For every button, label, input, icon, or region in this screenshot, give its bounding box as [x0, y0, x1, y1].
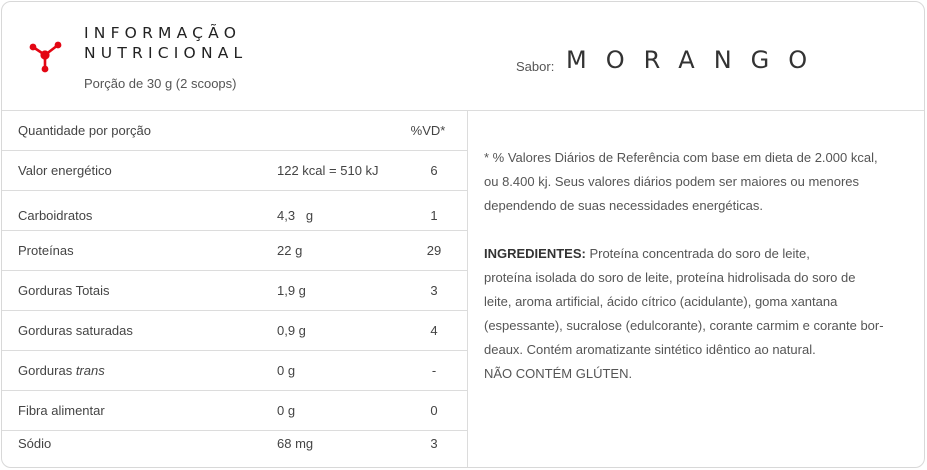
serving-size: Porção de 30 g (2 scoops): [84, 76, 237, 91]
row-name: Sódio: [18, 436, 52, 451]
title-line-1: INFORMAÇÃO: [84, 24, 242, 42]
title-line-2: NUTRICIONAL: [84, 44, 248, 62]
footnote-line: dependendo de suas necessidades energéticas.: [484, 198, 763, 213]
row-dv: 0: [430, 403, 438, 418]
footnote-line: ou 8.400 kj. Seus valores diários podem ser maiores ou menores: [484, 174, 860, 189]
row-dv: 3: [430, 436, 438, 451]
table-header-row: [2, 110, 467, 151]
row-name: Fibra alimentar: [18, 403, 105, 418]
row-name: Carboidratos: [18, 208, 93, 223]
row-dv: 1: [430, 208, 438, 223]
table-row: [2, 270, 467, 311]
footnote-line: * % Valores Diários de Referência com base em dieta de 2.000 kcal,: [484, 150, 878, 165]
row-dv: -: [431, 363, 437, 378]
ingredients-label: INGREDIENTES:: [484, 246, 586, 261]
row-name: Proteínas: [18, 243, 74, 258]
nutrition-table: [2, 110, 468, 468]
nutrition-card: [1, 1, 925, 468]
row-name-italic: trans: [75, 363, 105, 378]
table-row: [2, 190, 467, 231]
flavor-name: MORANGO: [566, 46, 827, 74]
page-title: [84, 23, 247, 63]
table-row: [2, 350, 467, 391]
row-name: Gorduras saturadas: [18, 323, 133, 338]
table-row: [2, 150, 467, 191]
ingredients-line: leite, aroma artificial, ácido cítrico (acidulante), goma xantana: [484, 294, 838, 309]
row-amount: 1,9 g: [277, 283, 306, 298]
header-dv: %VD*: [410, 123, 446, 138]
row-amount: 4,3 g: [277, 208, 314, 223]
table-row: [2, 310, 467, 351]
table-row: [2, 230, 467, 271]
molecule-icon: [28, 38, 62, 74]
row-dv: 4: [430, 323, 438, 338]
row-amount: 0,9 g: [277, 323, 306, 338]
header-quantity: Quantidade por porção: [18, 123, 151, 138]
row-amount: 0 g: [277, 363, 296, 378]
row-amount: 0 g: [277, 403, 296, 418]
row-amount: 22 g: [277, 243, 303, 258]
notes-panel: [484, 146, 904, 386]
row-dv: 29: [426, 243, 442, 258]
ingredients-line: proteína isolada do soro de leite, proteína hidrolisada do soro de: [484, 270, 856, 285]
row-name-prefix: Gorduras: [18, 363, 76, 378]
row-name: Valor energético: [18, 163, 112, 178]
row-amount: 68 mg: [277, 436, 314, 451]
ingredients-line: (espessante), sucralose (edulcorante), corante carmim e corante bor-: [484, 318, 884, 333]
ingredients-first: Proteína concentrada do soro de leite,: [585, 246, 810, 261]
row-amount: 122 kcal = 510 kJ: [277, 163, 379, 178]
ingredients-first-line: [484, 242, 904, 266]
row-name: Gorduras Totais: [18, 283, 110, 298]
flavor-label: Sabor:: [516, 59, 555, 74]
row-name: [18, 363, 105, 378]
gluten-notice: NÃO CONTÉM GLÚTEN.: [484, 366, 633, 381]
ingredients-line: deaux. Contém aromatizante sintético idêntico ao natural.: [484, 342, 816, 357]
table-row: [2, 390, 467, 431]
row-dv: 3: [430, 283, 438, 298]
nutrition-header: [2, 2, 924, 111]
row-dv: 6: [430, 163, 438, 178]
table-row: [2, 430, 467, 468]
